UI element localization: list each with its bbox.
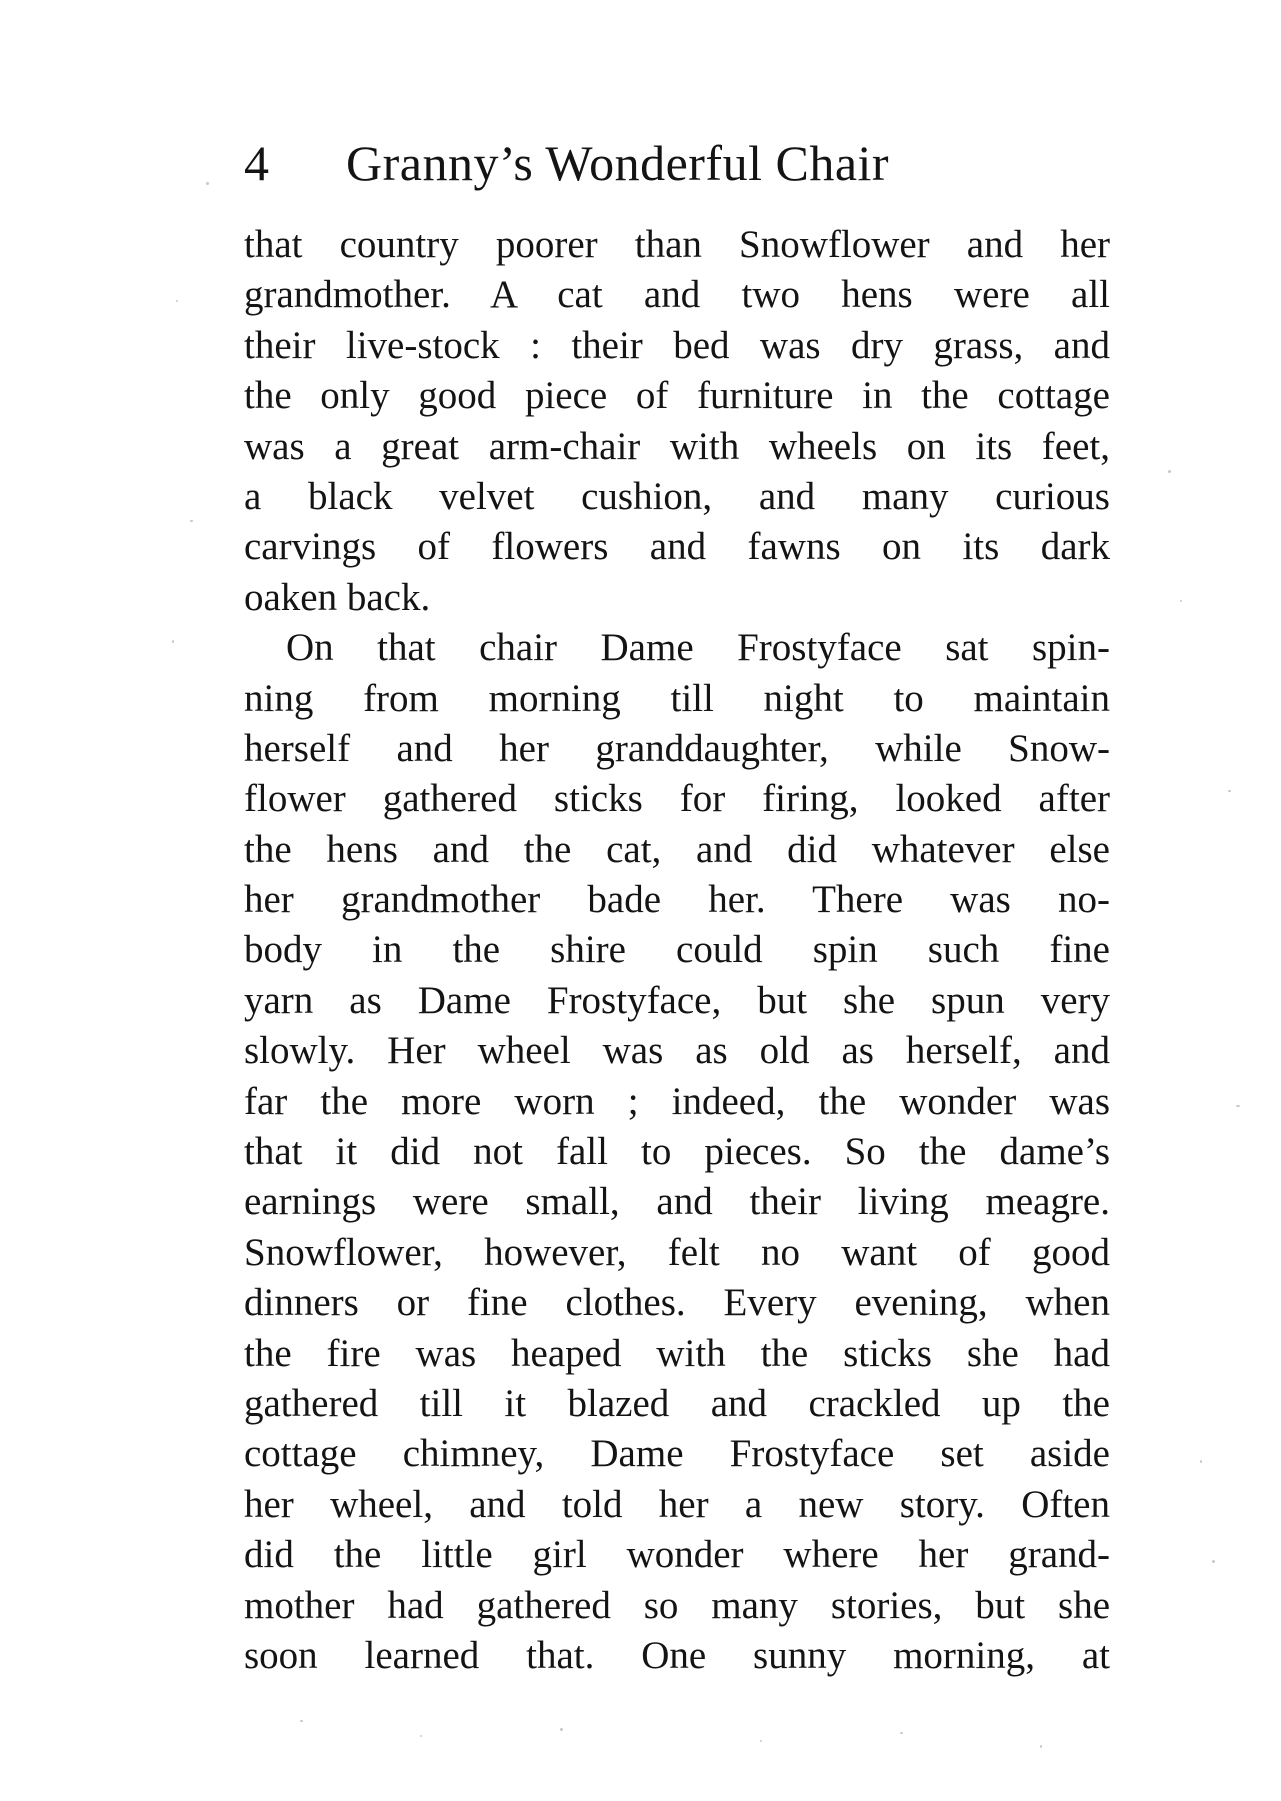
text-line: did the little girl wonder where her grand-: [244, 1533, 1110, 1577]
scan-speck: [560, 1728, 563, 1731]
text-line: cottage chimney, Dame Frostyface set aside: [244, 1432, 1110, 1476]
text-line: Snowflower, however, felt no want of good: [244, 1230, 1110, 1274]
body-text: [244, 220, 1110, 1681]
text-line: a black velvet cushion, and many curious: [244, 474, 1110, 518]
running-title: Granny’s Wonderful Chair: [346, 135, 890, 191]
text-line: gathered till it blazed and crackled up the: [244, 1381, 1110, 1425]
scan-speck: [1200, 1460, 1202, 1463]
text-line: grandmother. A cat and two hens were all: [244, 273, 1110, 317]
text-line: yarn as Dame Frostyface, but she spun very: [244, 978, 1110, 1022]
text-line: dinners or fine clothes. Every evening, when: [244, 1281, 1110, 1325]
text-line: that it did not fall to pieces. So the dame’s: [244, 1130, 1110, 1174]
running-head: [244, 128, 1024, 198]
text-line: oaken back.: [244, 575, 431, 619]
text-line: flower gathered sticks for firing, looked after: [244, 777, 1110, 821]
scan-speck: [1236, 1105, 1240, 1107]
text-line: ning from morning till night to maintain: [244, 676, 1110, 720]
scan-speck: [190, 520, 193, 522]
scan-speck: [420, 1735, 422, 1737]
page-number: 4: [244, 135, 269, 191]
scan-speck: [176, 300, 178, 302]
scan-speck: [206, 182, 209, 185]
text-line: the hens and the cat, and did whatever else: [244, 827, 1110, 871]
scan-speck: [1180, 600, 1182, 602]
text-line: her grandmother bade her. There was no-: [244, 878, 1110, 922]
text-line: carvings of flowers and fawns on its dark: [244, 525, 1110, 569]
text-line: slowly. Her wheel was as old as herself, and: [244, 1029, 1110, 1073]
scan-speck: [1212, 1560, 1215, 1563]
scan-speck: [172, 640, 174, 643]
scan-speck: [900, 1732, 903, 1734]
text-line: the fire was heaped with the sticks she had: [244, 1331, 1110, 1375]
text-line: body in the shire could spin such fine: [244, 928, 1110, 972]
scan-speck: [300, 1720, 303, 1722]
text-line: that country poorer than Snowflower and her: [244, 223, 1110, 266]
text-line: far the more worn ; indeed, the wonder was: [244, 1079, 1110, 1123]
text-line: her wheel, and told her a new story. Often: [244, 1482, 1110, 1526]
text-line: was a great arm-chair with wheels on its feet,: [244, 424, 1110, 468]
text-line: their live-stock : their bed was dry grass, and: [244, 323, 1110, 367]
text-line: mother had gathered so many stories, but she: [244, 1583, 1110, 1627]
text-line: herself and her granddaughter, while Snow-: [244, 726, 1110, 770]
text-line: the only good piece of furniture in the cottage: [244, 374, 1110, 418]
scan-speck: [1040, 1745, 1042, 1748]
text-line: soon learned that. One sunny morning, at: [244, 1633, 1110, 1677]
scan-speck: [760, 1740, 762, 1742]
scan-speck: [1168, 470, 1171, 473]
text-line: On that chair Dame Frostyface sat spin-: [286, 626, 1110, 670]
text-line: earnings were small, and their living meagre.: [244, 1180, 1110, 1224]
scan-speck: [1228, 790, 1231, 792]
